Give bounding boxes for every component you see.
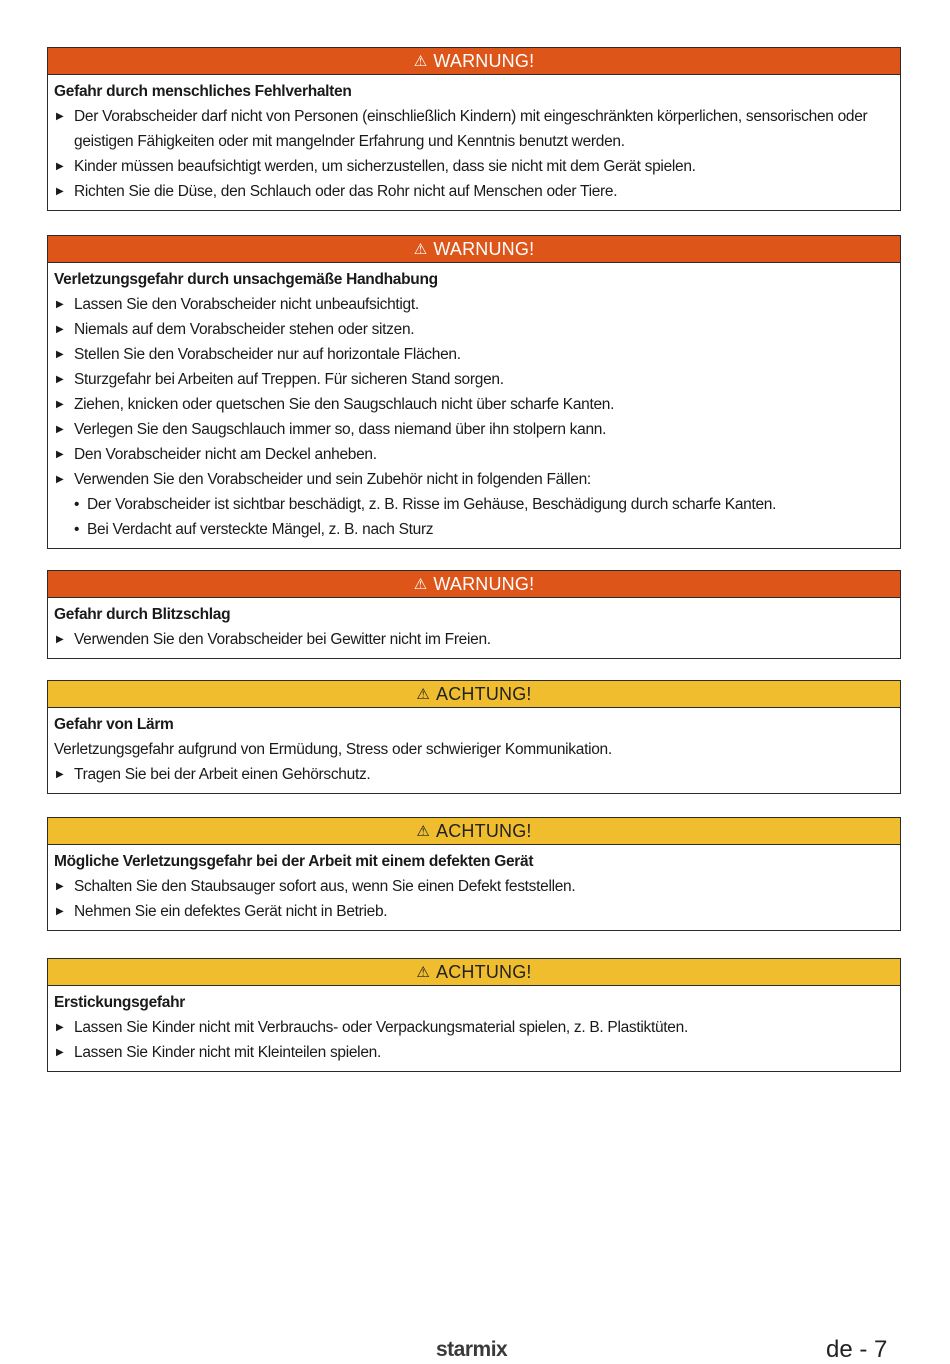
bullet-item [54, 342, 892, 367]
bullet-item [54, 292, 892, 317]
section-title: Gefahr von Lärm [54, 716, 174, 733]
item-text: Kinder müssen beaufsichtigt werden, um sicherzustellen, dass sie nicht mit dem Gerät spielen. [74, 158, 696, 175]
paragraph [54, 737, 892, 762]
bullet-item [54, 1015, 892, 1040]
bullet-item [54, 899, 892, 924]
item-text: Ziehen, knicken oder quetschen Sie den Saugschlauch nicht über scharfe Kanten. [74, 396, 615, 413]
arrow-bullet-icon: ▶ [56, 324, 64, 335]
warning-triangle-icon: ⚠ [416, 686, 431, 703]
item-text: Den Vorabscheider nicht am Deckel anheben. [74, 446, 377, 463]
item-text: Bei Verdacht auf versteckte Mängel, z. B. nach Sturz [87, 521, 434, 538]
warning-header [48, 48, 900, 75]
bullet-item [54, 417, 892, 442]
warning-triangle-icon: ⚠ [416, 964, 431, 981]
caution-box [47, 958, 901, 1072]
dot-bullet-icon: • [74, 521, 80, 538]
arrow-bullet-icon: ▶ [56, 449, 64, 460]
arrow-bullet-icon: ▶ [56, 769, 64, 780]
item-text: Tragen Sie bei der Arbeit einen Gehörschutz. [74, 766, 371, 783]
warning-triangle-icon: ⚠ [413, 53, 428, 70]
bullet-item [54, 1040, 892, 1065]
header-label: ACHTUNG! [436, 683, 532, 704]
arrow-bullet-icon: ▶ [56, 111, 64, 122]
header-label: WARNUNG! [433, 50, 535, 71]
arrow-bullet-icon: ▶ [56, 161, 64, 172]
item-text: Lassen Sie den Vorabscheider nicht unbeaufsichtigt. [74, 296, 419, 313]
arrow-bullet-icon: ▶ [56, 1047, 64, 1058]
warning-header [48, 571, 900, 598]
starmix-logo: starmix [436, 1338, 508, 1361]
box-body [48, 598, 900, 658]
box-body [48, 986, 900, 1071]
item-text: Verletzungsgefahr aufgrund von Ermüdung, Stress oder schwieriger Kommunikation. [54, 741, 612, 758]
section-title: Erstickungsgefahr [54, 994, 185, 1011]
arrow-bullet-icon: ▶ [56, 881, 64, 892]
caution-header [48, 818, 900, 845]
arrow-bullet-icon: ▶ [56, 299, 64, 310]
box-body [48, 263, 900, 548]
bullet-item [54, 154, 892, 179]
caution-header [48, 681, 900, 708]
arrow-bullet-icon: ▶ [56, 634, 64, 645]
warning-box [47, 235, 901, 549]
arrow-bullet-icon: ▶ [56, 424, 64, 435]
item-text: Lassen Sie Kinder nicht mit Verbrauchs- oder Verpackungsmaterial spielen, z. B. Plastiktüten. [74, 1019, 688, 1036]
arrow-bullet-icon: ▶ [56, 349, 64, 360]
warning-triangle-icon: ⚠ [413, 576, 428, 593]
item-text: Schalten Sie den Staubsauger sofort aus, wenn Sie einen Defekt feststellen. [74, 878, 576, 895]
warning-triangle-icon: ⚠ [416, 823, 431, 840]
item-text: Nehmen Sie ein defektes Gerät nicht in Betrieb. [74, 903, 388, 920]
bullet-item [54, 367, 892, 392]
item-text: Sturzgefahr bei Arbeiten auf Treppen. Für sicheren Stand sorgen. [74, 371, 504, 388]
item-text: Verlegen Sie den Saugschlauch immer so, dass niemand über ihn stolpern kann. [74, 421, 607, 438]
box-body [48, 845, 900, 930]
bullet-item [54, 104, 892, 154]
header-label: WARNUNG! [433, 238, 535, 259]
warning-triangle-icon: ⚠ [413, 241, 428, 258]
bullet-item [54, 874, 892, 899]
warning-header [48, 236, 900, 263]
item-text: Verwenden Sie den Vorabscheider bei Gewitter nicht im Freien. [74, 631, 491, 648]
arrow-bullet-icon: ▶ [56, 374, 64, 385]
page-number: de - 7 [826, 1336, 888, 1363]
arrow-bullet-icon: ▶ [56, 399, 64, 410]
header-label: ACHTUNG! [436, 820, 532, 841]
bullet-item [54, 442, 892, 467]
bullet-item [54, 762, 892, 787]
item-text: Niemals auf dem Vorabscheider stehen oder sitzen. [74, 321, 415, 338]
warning-box [47, 47, 901, 211]
bullet-item [54, 179, 892, 204]
warning-box [47, 570, 901, 659]
caution-header [48, 959, 900, 986]
header-label: WARNUNG! [433, 573, 535, 594]
item-text: Der Vorabscheider ist sichtbar beschädigt, z. B. Risse im Gehäuse, Beschädigung durch scharfe Kanten. [87, 496, 777, 513]
sub-bullet-item [54, 517, 892, 542]
header-label: ACHTUNG! [436, 961, 532, 982]
arrow-bullet-icon: ▶ [56, 906, 64, 917]
bullet-item [54, 627, 892, 652]
section-title: Gefahr durch menschliches Fehlverhalten [54, 83, 352, 100]
section-title: Gefahr durch Blitzschlag [54, 606, 231, 623]
box-body [48, 708, 900, 793]
box-body [48, 75, 900, 210]
section-title: Verletzungsgefahr durch unsachgemäße Handhabung [54, 271, 438, 288]
arrow-bullet-icon: ▶ [56, 1022, 64, 1033]
arrow-bullet-icon: ▶ [56, 186, 64, 197]
bullet-item [54, 467, 892, 492]
item-text: Stellen Sie den Vorabscheider nur auf horizontale Flächen. [74, 346, 461, 363]
section-title: Mögliche Verletzungsgefahr bei der Arbeit mit einem defekten Gerät [54, 853, 534, 870]
caution-box [47, 680, 901, 794]
sub-bullet-item [54, 492, 892, 517]
bullet-item [54, 317, 892, 342]
item-text: Der Vorabscheider darf nicht von Personen (einschließlich Kindern) mit eingeschränkten körperlichen, sensorischen oder geistigen Fähigkeiten oder mit mangelnder Erfahrung und Kenntnis benutzt werden. [74, 108, 868, 150]
dot-bullet-icon: • [74, 496, 80, 513]
arrow-bullet-icon: ▶ [56, 474, 64, 485]
item-text: Verwenden Sie den Vorabscheider und sein Zubehör nicht in folgenden Fällen: [74, 471, 591, 488]
item-text: Richten Sie die Düse, den Schlauch oder das Rohr nicht auf Menschen oder Tiere. [74, 183, 618, 200]
item-text: Lassen Sie Kinder nicht mit Kleinteilen spielen. [74, 1044, 381, 1061]
caution-box [47, 817, 901, 931]
bullet-item [54, 392, 892, 417]
